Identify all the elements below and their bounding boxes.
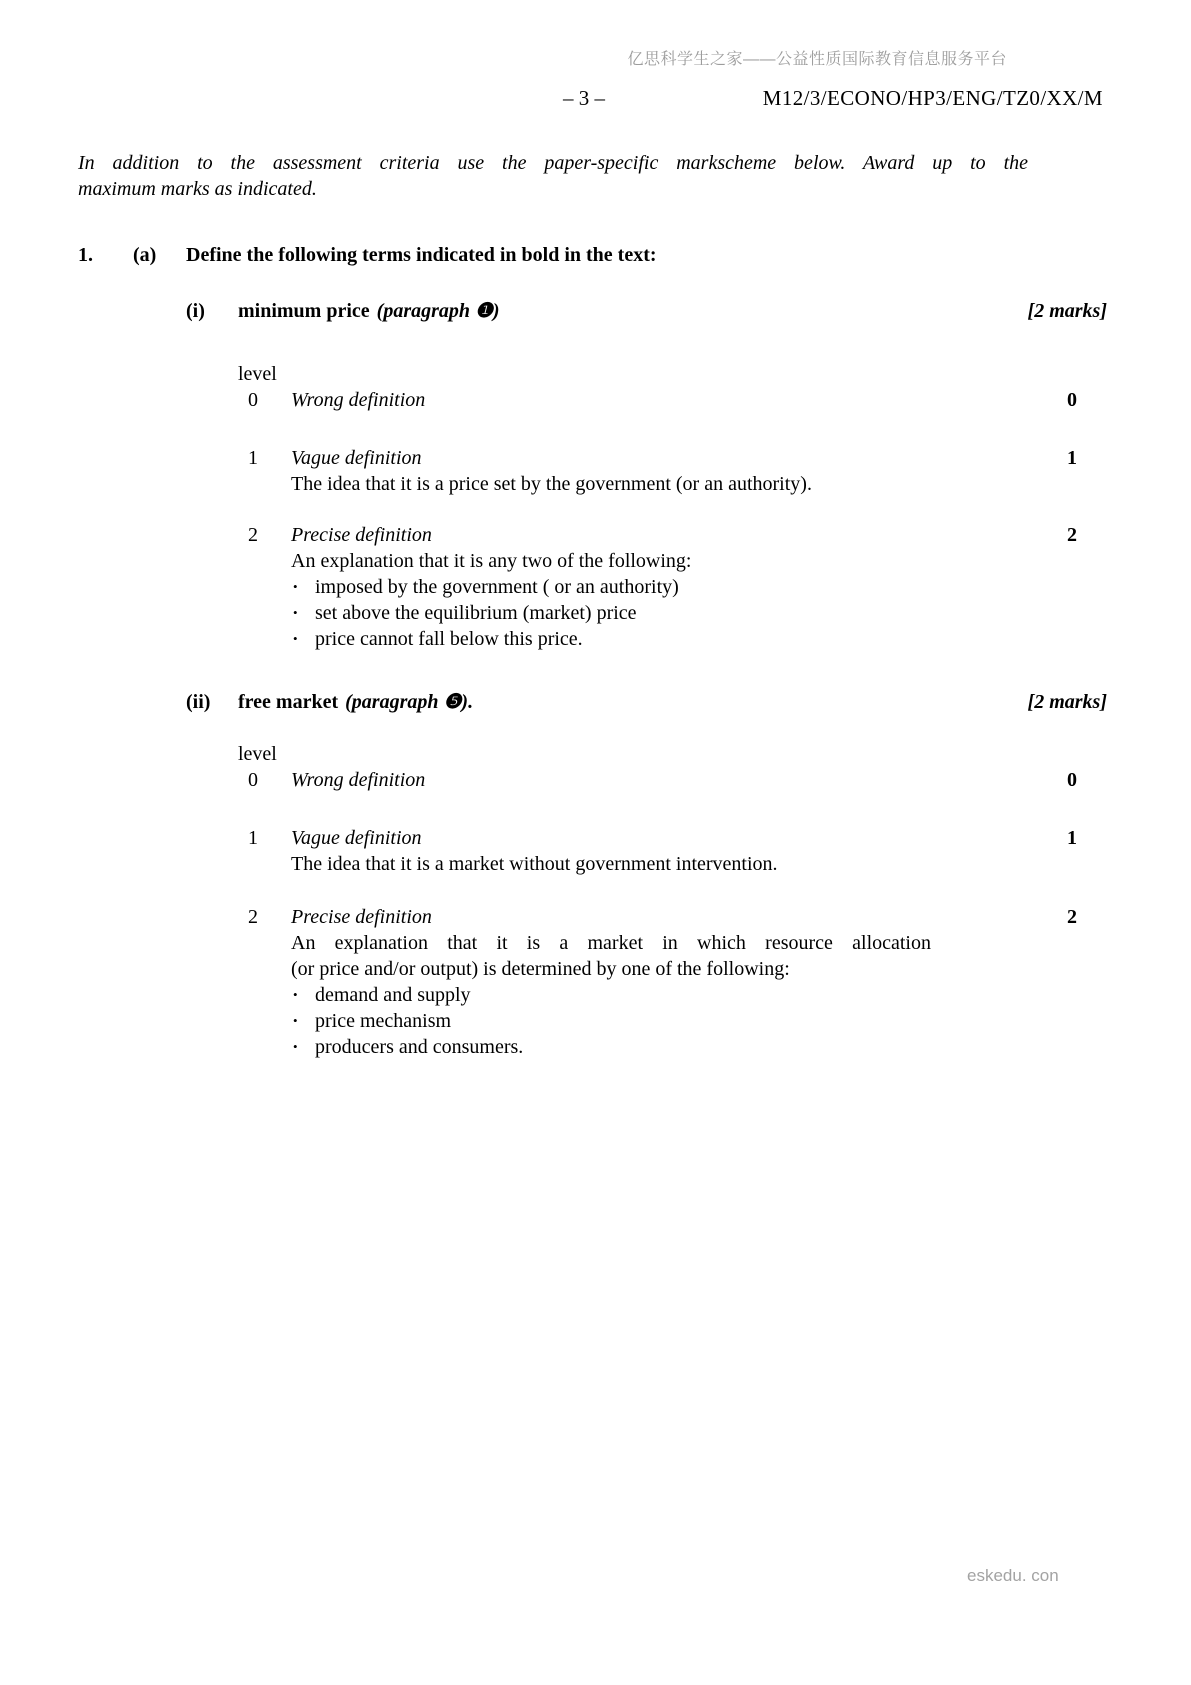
list-item: [291, 1008, 1105, 1034]
level-number: 1: [248, 827, 258, 849]
level-body: [291, 445, 1105, 497]
level-body: [291, 387, 1105, 413]
level-number: 0: [248, 389, 258, 411]
intro-line: maximum marks as indicated.: [78, 178, 317, 200]
level-column-heading: level: [238, 743, 277, 765]
paper-code: M12/3/ECONO/HP3/ENG/TZ0/XX/M: [762, 86, 1103, 110]
term-name: minimum price: [238, 300, 370, 322]
bullet-dot: •: [293, 1039, 298, 1054]
criteria-list: [291, 982, 1105, 1060]
level-row-1: [186, 445, 1105, 497]
level-title: Precise definition: [291, 524, 432, 546]
bullet-text: price cannot fall below this price.: [315, 628, 583, 650]
level-description: An explanation that it is any two of the following:: [291, 550, 692, 572]
level-number: 0: [248, 769, 258, 791]
bullet-dot: •: [293, 987, 298, 1002]
intro-line: In addition to the assessment criteria use the paper-specific markscheme below. Award up to the: [78, 152, 1028, 174]
level-description-line: (or price and/or output) is determined by one of the following:: [291, 958, 790, 980]
level-body: [291, 825, 1105, 877]
subpart-i: [186, 298, 1105, 652]
list-item: [291, 1034, 1105, 1060]
level-number: 1: [248, 447, 258, 469]
page-number: – 3 –: [563, 86, 605, 110]
level-number: 2: [248, 906, 258, 928]
level-title: Vague definition: [291, 447, 422, 469]
page-header: [0, 86, 1103, 114]
level-mark: 0: [1067, 389, 1077, 411]
level-column-heading: level: [238, 363, 277, 385]
level-description: The idea that it is a price set by the government (or an authority).: [291, 473, 812, 495]
bullet-text: producers and consumers.: [315, 1036, 524, 1058]
marks-allocation: [2 marks]: [1027, 691, 1107, 713]
level-row-2: [186, 904, 1105, 1060]
level-description-line: An explanation that it is a market in which resource allocation: [291, 932, 931, 954]
subpart-label: (i): [186, 300, 205, 322]
bullet-dot: •: [293, 1013, 298, 1028]
list-item: [291, 626, 1105, 652]
site-watermark-footer: eskedu. con: [967, 1566, 1059, 1585]
level-body: [291, 904, 1105, 1060]
bullet-text: set above the equilibrium (market) price: [315, 602, 637, 624]
level-row-1: [186, 825, 1105, 877]
level-title: Vague definition: [291, 827, 422, 849]
page-content: [78, 150, 1105, 1060]
paragraph-reference: (paragraph ❶): [376, 300, 500, 322]
bullet-dot: •: [293, 579, 298, 594]
subpart-label: (ii): [186, 691, 211, 713]
bullet-text: demand and supply: [315, 984, 471, 1006]
level-description: The idea that it is a market without government intervention.: [291, 853, 778, 875]
bullet-dot: •: [293, 631, 298, 646]
subpart-heading: [186, 689, 1105, 715]
criteria-list: [291, 574, 1105, 652]
level-mark: 0: [1067, 769, 1077, 791]
question-number: 1.: [78, 244, 93, 266]
question-instruction: Define the following terms indicated in bold in the text:: [186, 244, 657, 266]
subpart-heading: [186, 298, 1105, 324]
bullet-text: imposed by the government ( or an authority): [315, 576, 679, 598]
level-mark: 2: [1067, 524, 1077, 546]
bullet-dot: •: [293, 605, 298, 620]
level-title: Wrong definition: [291, 769, 426, 791]
level-mark: 1: [1067, 447, 1077, 469]
level-number: 2: [248, 524, 258, 546]
level-row-2: [186, 522, 1105, 652]
list-item: [291, 600, 1105, 626]
question-heading: [78, 242, 1105, 268]
site-watermark-header: 亿思科学生之家——公益性质国际教育信息服务平台: [627, 51, 1007, 68]
intro-paragraph: [78, 150, 1028, 202]
subpart-ii: [186, 689, 1105, 1060]
level-mark: 2: [1067, 906, 1077, 928]
paragraph-reference: (paragraph ❺).: [345, 691, 474, 713]
bullet-text: price mechanism: [315, 1010, 452, 1032]
level-title: Wrong definition: [291, 389, 426, 411]
term-name: free market: [238, 691, 339, 713]
level-title: Precise definition: [291, 906, 432, 928]
level-body: [291, 522, 1105, 652]
list-item: [291, 982, 1105, 1008]
level-row-0: [186, 387, 1105, 413]
level-body: [291, 767, 1105, 793]
level-row-0: [186, 767, 1105, 793]
list-item: [291, 574, 1105, 600]
marks-allocation: [2 marks]: [1027, 300, 1107, 322]
level-mark: 1: [1067, 827, 1077, 849]
question-part-label: (a): [133, 244, 157, 266]
